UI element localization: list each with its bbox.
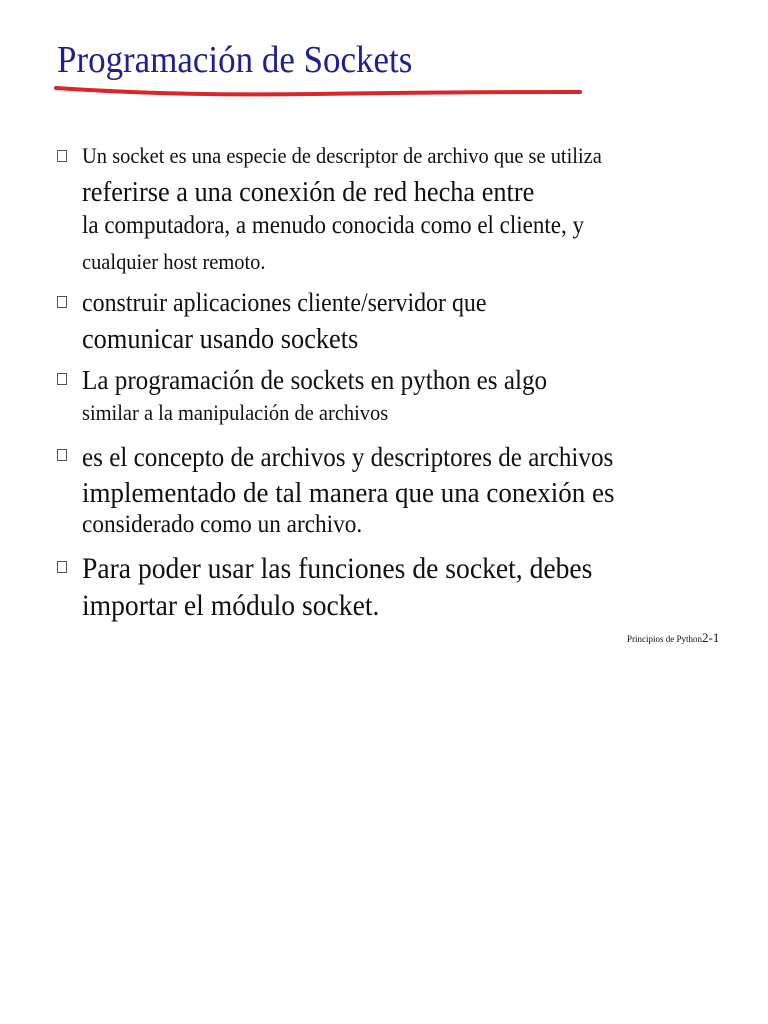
bullet-3-line-1: La programación de sockets en python es algo: [82, 365, 548, 395]
bullet-marker: [57, 561, 67, 573]
bullet-2-line-2: comunicar usando sockets: [82, 324, 359, 355]
bullet-2-line-1: construir aplicaciones cliente/servidor que: [82, 288, 487, 317]
page-number: 2-1: [702, 630, 720, 645]
bullet-1-line-3: la computadora, a menudo conocida como el cliente, y: [82, 212, 584, 239]
bullet-4-line-3: considerado como un archivo.: [82, 511, 363, 538]
bullet-1-line-2: referirse a una conexión de red hecha entre: [82, 177, 535, 208]
bullet-5-line-1: Para poder usar las funciones de socket, debes: [82, 552, 593, 585]
bullet-1-line-1: Un socket es una especie de descriptor de archivo que se utiliza: [82, 143, 602, 168]
bullet-4-line-1: es el concepto de archivos y descriptores de archivos: [82, 442, 614, 472]
bullet-marker: [57, 449, 67, 461]
bullet-3-line-2: similar a la manipulación de archivos: [82, 400, 389, 425]
bullet-1-line-4: cualquier host remoto.: [82, 249, 266, 274]
bullet-4-line-2: implementado de tal manera que una conexión es: [82, 477, 615, 509]
bullet-marker: [57, 373, 67, 385]
slide-footer: [627, 630, 719, 646]
bullet-5-line-2: importar el módulo socket.: [82, 589, 380, 622]
title-underline: [54, 82, 584, 102]
footer-label: Principios de Python: [627, 634, 703, 644]
bullet-marker: [57, 150, 67, 162]
slide-title: Programación de Sockets: [57, 39, 413, 81]
bullet-marker: [57, 296, 67, 308]
